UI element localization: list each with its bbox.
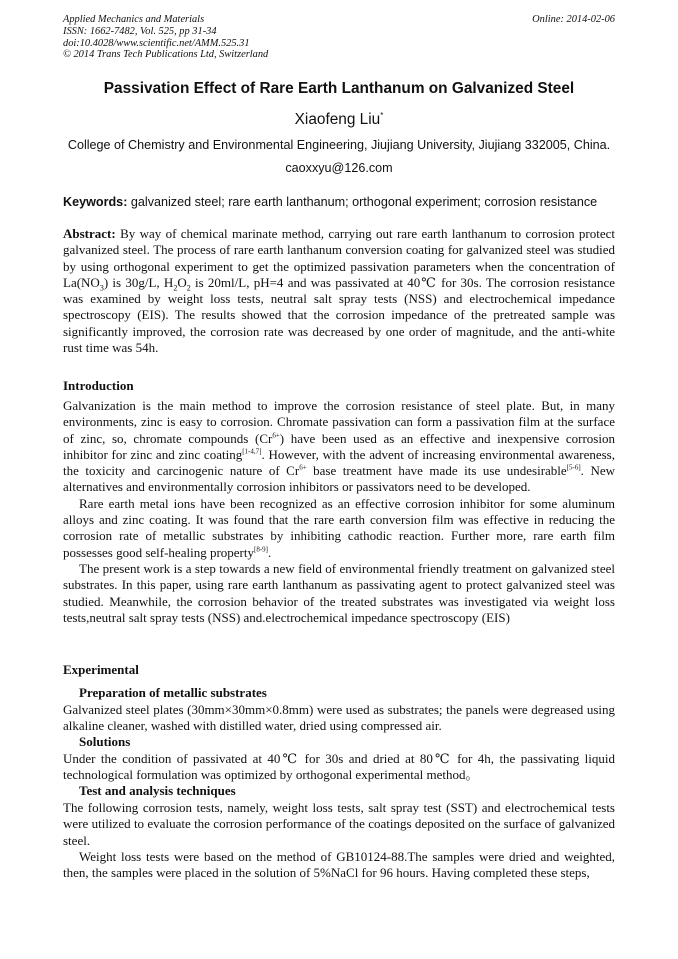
abstract-sub: 3 (99, 283, 104, 293)
intro-paragraph-3: The present work is a step towards a new field of environmental friendly treatment on galvanized steel substrates. In this paper, using rare earth lanthanum as passivating agent to protect galvanized steel was studied. Meanwhile, the corrosion behavior of the treated substrates was investigated via weight loss tests,neutral salt spray tests (NSS) and.electrochemical impedance spectroscopy (EIS) (63, 560, 615, 625)
introduction-heading: Introduction (63, 378, 134, 393)
paper-title: Passivation Effect of Rare Earth Lanthanum on Galvanized Steel (103, 80, 575, 97)
techniques-paragraph-2: Weight loss tests were based on the method of GB10124-88.The samples were dried and weighted, then, the samples were placed in the solution of 5%NaCl for 96 hours. Having completed these steps, (63, 848, 615, 881)
abstract-text: ) is 30g/L, H (103, 274, 174, 290)
journal-name: Applied Mechanics and Materials (63, 14, 205, 25)
techniques-body (63, 800, 615, 881)
abstract-sub: 2 (173, 283, 178, 293)
abstract (63, 226, 615, 356)
keywords (63, 195, 615, 209)
abstract-label: Abstract: (63, 226, 116, 241)
keywords-text: galvanized steel; rare earth lanthanum; orthogonal experiment; corrosion resistance (130, 195, 598, 209)
copyright-line: © 2014 Trans Tech Publications Ltd, Switzerland (63, 49, 269, 61)
solutions-paragraph: Under the condition of passivated at 40℃ for 30s and dried at 80℃ for 4h, the passivating liquid technological formulation was optimized by orthogonal experimental method。 (63, 751, 615, 783)
doi-line[interactable]: doi:10.4028/www.scientific.net/AMM.525.31 (63, 37, 250, 49)
experimental-heading: Experimental (63, 662, 139, 677)
citation-ref[interactable]: [1-4,7] (242, 447, 262, 456)
journal-header (63, 14, 615, 61)
subheading-solutions: Solutions (79, 734, 131, 749)
techniques-paragraph-1: The following corrosion tests, namely, weight loss tests, salt spray test (SST) and electrochemical tests were utilized to evaluate the corrosion performance of the coatings deposited on the surface of galvanized steel. (63, 800, 615, 848)
author-mark: * (380, 110, 384, 120)
citation-ref[interactable]: [5-6] (566, 463, 581, 472)
abstract-text: is 20ml/L, pH=4 and was passivated at 40℃ for 30s. The corrosion resistance was examined by weight loss tests, neutral salt spray tests (NSS) and electrochemical impedance spectroscopy (EIS). The results showed that the corrosion impedance of the pretreated sample was significantly improved, the corrosion rate was decreased by one order of magnitude, and the anti-white rust time was 54h. (63, 274, 615, 356)
abstract-text: O (177, 274, 187, 290)
subheading-substrates: Preparation of metallic substrates (79, 685, 267, 700)
subheading-techniques: Test and analysis techniques (79, 783, 236, 798)
keywords-label: Keywords: (63, 195, 128, 209)
abstract-sub: 2 (186, 283, 191, 293)
citation-ref[interactable]: [8-9] (254, 545, 268, 554)
author-name: Xiaofeng Liu (294, 111, 381, 128)
substrates-paragraph: Galvanized steel plates (30mm×30mm×0.8mm) were used as substrates; the panels were degreased using alkaline cleaner, washed with distilled water, dried using compressed air. (63, 702, 615, 734)
introduction-body (63, 398, 615, 626)
affiliation: College of Chemistry and Environmental Engineering, Jiujiang University, Jiujiang 332005, China. (67, 138, 611, 152)
online-date: Online: 2014-02-06 (532, 14, 615, 25)
issn-line: ISSN: 1662-7482, Vol. 525, pp 31-34 (63, 25, 217, 37)
intro-paragraph-1: Galvanization is the main method to improve the corrosion resistance of steel plate. But, in many environments, zinc is easy to corrosion. Chromate passivation can form a passivation film at the surface of zinc, so, chromate compounds $(Cr^{6+})$ have been used as an effective and inexpensive corrosion inhibitor for zinc and zinc coating[1-4,7]. However, with the advent of increasing environmental awareness, the toxicity and carcinogenic nature of $Cr^{6+}$ base treatment have made its use undesirable[5-6]. New alternatives and environmentally corrosion inhibitors or passivators need to be developed. (63, 398, 615, 495)
intro-paragraph-2: Rare earth metal ions have been recognized as an effective corrosion inhibitor for some aluminum alloys and zinc coating. It was found that the rare earth conversion film was effective in reducing the corrosion rate of metallic substrates by inhibiting cathodic reaction. Further more, rare earth film possesses good self-healing property[8-9]. (63, 495, 615, 560)
author-email[interactable]: caoxxyu@126.com (285, 161, 393, 175)
abstract-text: By way of chemical marinate method, carrying out rare earth lanthanum to corrosion protect galvanized steel. The process of rare earth lanthanum conversion coating for galvanized steel was studied by using orthogonal experiment to get the optimized passivation parameters when the concentration of La(NO (63, 226, 616, 290)
author-line (0, 111, 678, 129)
